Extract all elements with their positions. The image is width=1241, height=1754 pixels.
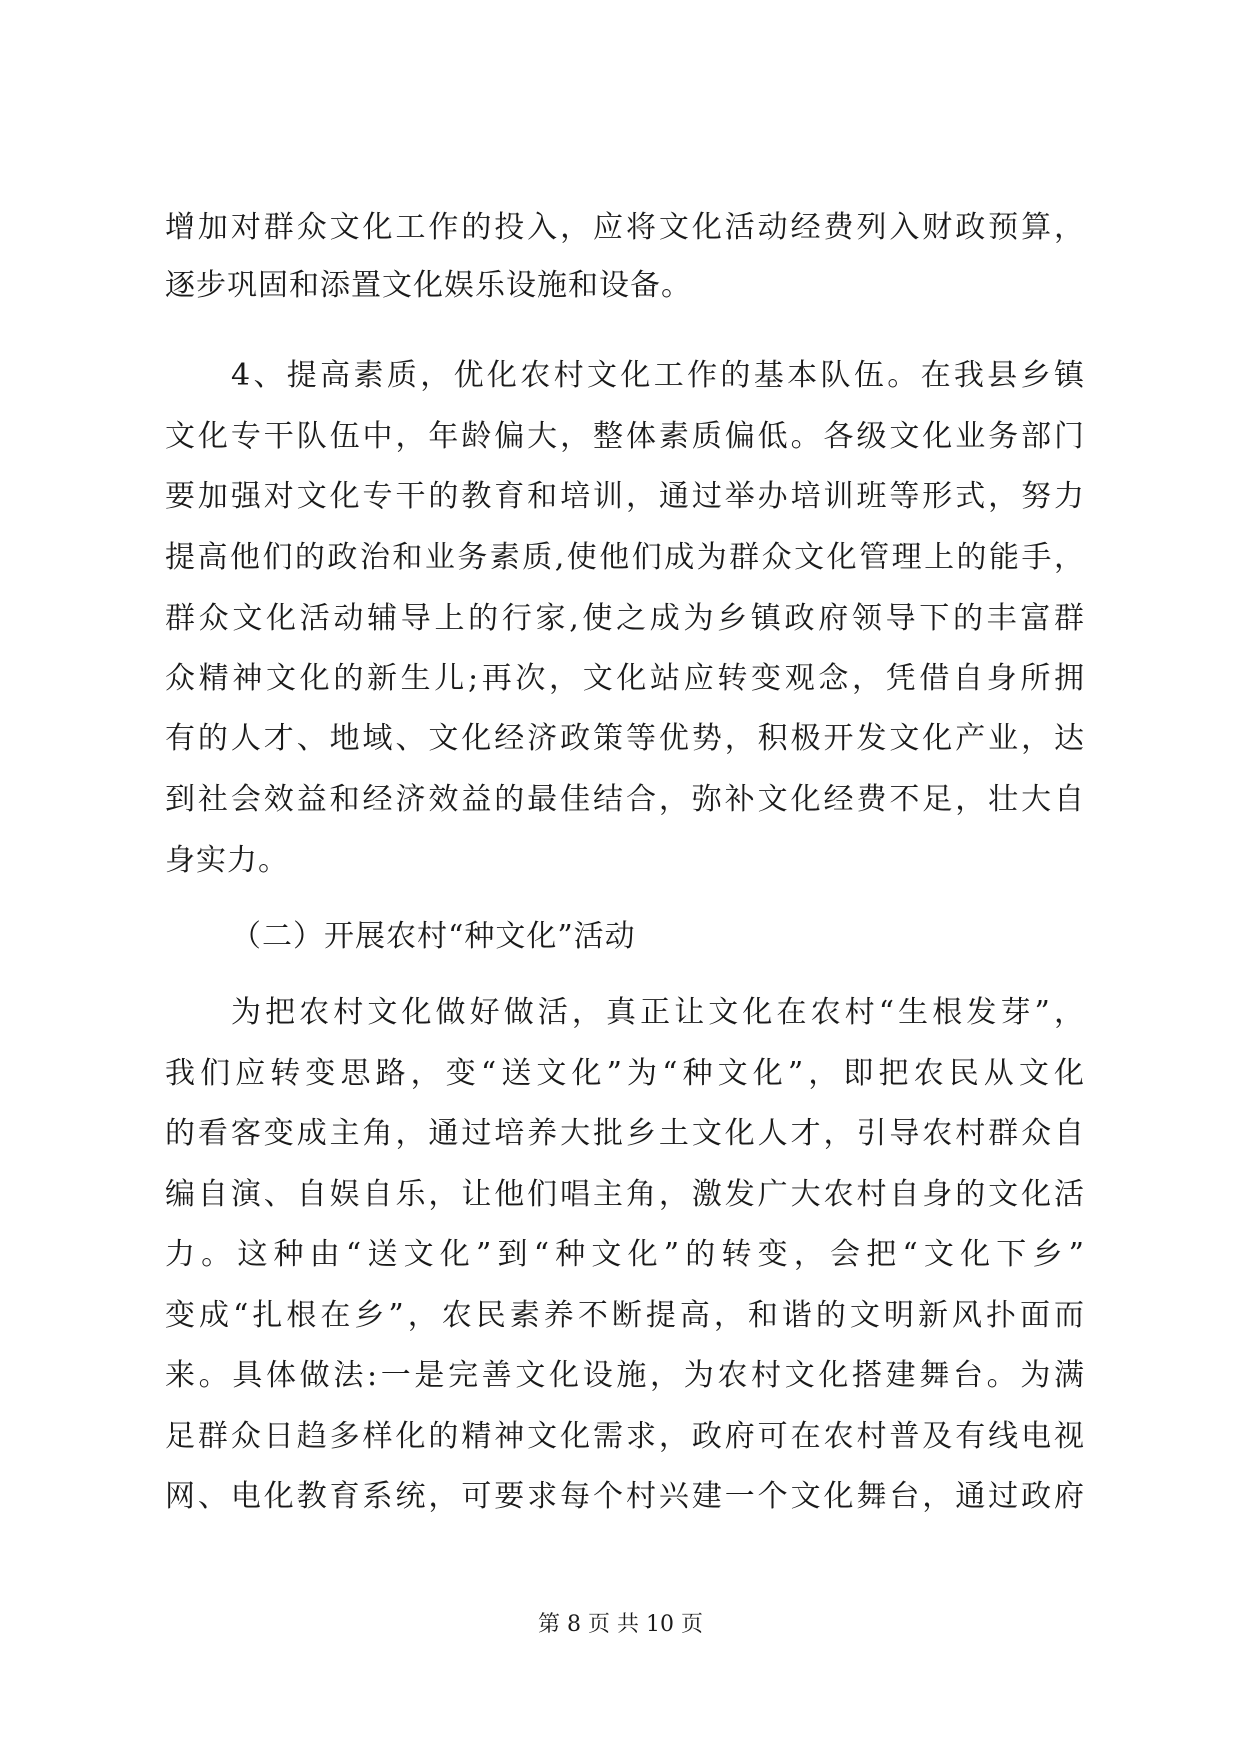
text-line: 为把农村文化做好做活，真正让文化在农村“生根发芽”， bbox=[231, 995, 1085, 1030]
text-line: 文化专干队伍中，年龄偏大，整体素质偏低。各级文化业务部门 bbox=[165, 419, 1085, 454]
text-line: 编自演、自娱自乐，让他们唱主角，激发广大农村自身的文化活 bbox=[165, 1177, 1085, 1212]
text-line: 的看客变成主角，通过培养大批乡土文化人才，引导农村群众自 bbox=[165, 1116, 1085, 1151]
text-line: 我们应转变思路，变“送文化”为“种文化”，即把农民从文化 bbox=[165, 1056, 1085, 1091]
text-line: 到社会效益和经济效益的最佳结合，弥补文化经费不足，壮大自 bbox=[165, 782, 1085, 817]
text-line: 逐步巩固和添置文化娱乐设施和设备。 bbox=[165, 268, 692, 303]
section-heading: （二）开展农村“种文化”活动 bbox=[231, 919, 636, 954]
text-line: 增加对群众文化工作的投入，应将文化活动经费列入财政预算， bbox=[165, 210, 1085, 245]
text-line: 足群众日趋多样化的精神文化需求，政府可在农村普及有线电视 bbox=[165, 1419, 1085, 1454]
page-footer: 第 8 页 共 10 页 bbox=[538, 1612, 703, 1637]
text-line: 群众文化活动辅导上的行家,使之成为乡镇政府领导下的丰富群 bbox=[165, 601, 1085, 636]
text-line: 来。具体做法:一是完善文化设施，为农村文化搭建舞台。为满 bbox=[165, 1358, 1085, 1393]
text-line: 变成“扎根在乡”，农民素养不断提高，和谐的文明新风扑面而 bbox=[165, 1298, 1085, 1333]
text-line: 力。这种由“送文化”到“种文化”的转变，会把“文化下乡” bbox=[165, 1237, 1085, 1272]
text-line: 要加强对文化专干的教育和培训，通过举办培训班等形式，努力 bbox=[165, 479, 1085, 514]
text-line: 提高他们的政治和业务素质,使他们成为群众文化管理上的能手， bbox=[165, 540, 1085, 575]
text-line: 网、电化教育系统，可要求每个村兴建一个文化舞台，通过政府 bbox=[165, 1479, 1085, 1514]
text-line: 众精神文化的新生儿;再次，文化站应转变观念，凭借自身所拥 bbox=[165, 661, 1085, 696]
text-line: 有的人才、地域、文化经济政策等优势，积极开发文化产业，达 bbox=[165, 721, 1085, 756]
text-line: 身实力。 bbox=[165, 843, 289, 878]
text-line: 4、提高素质，优化农村文化工作的基本队伍。在我县乡镇 bbox=[231, 358, 1085, 393]
